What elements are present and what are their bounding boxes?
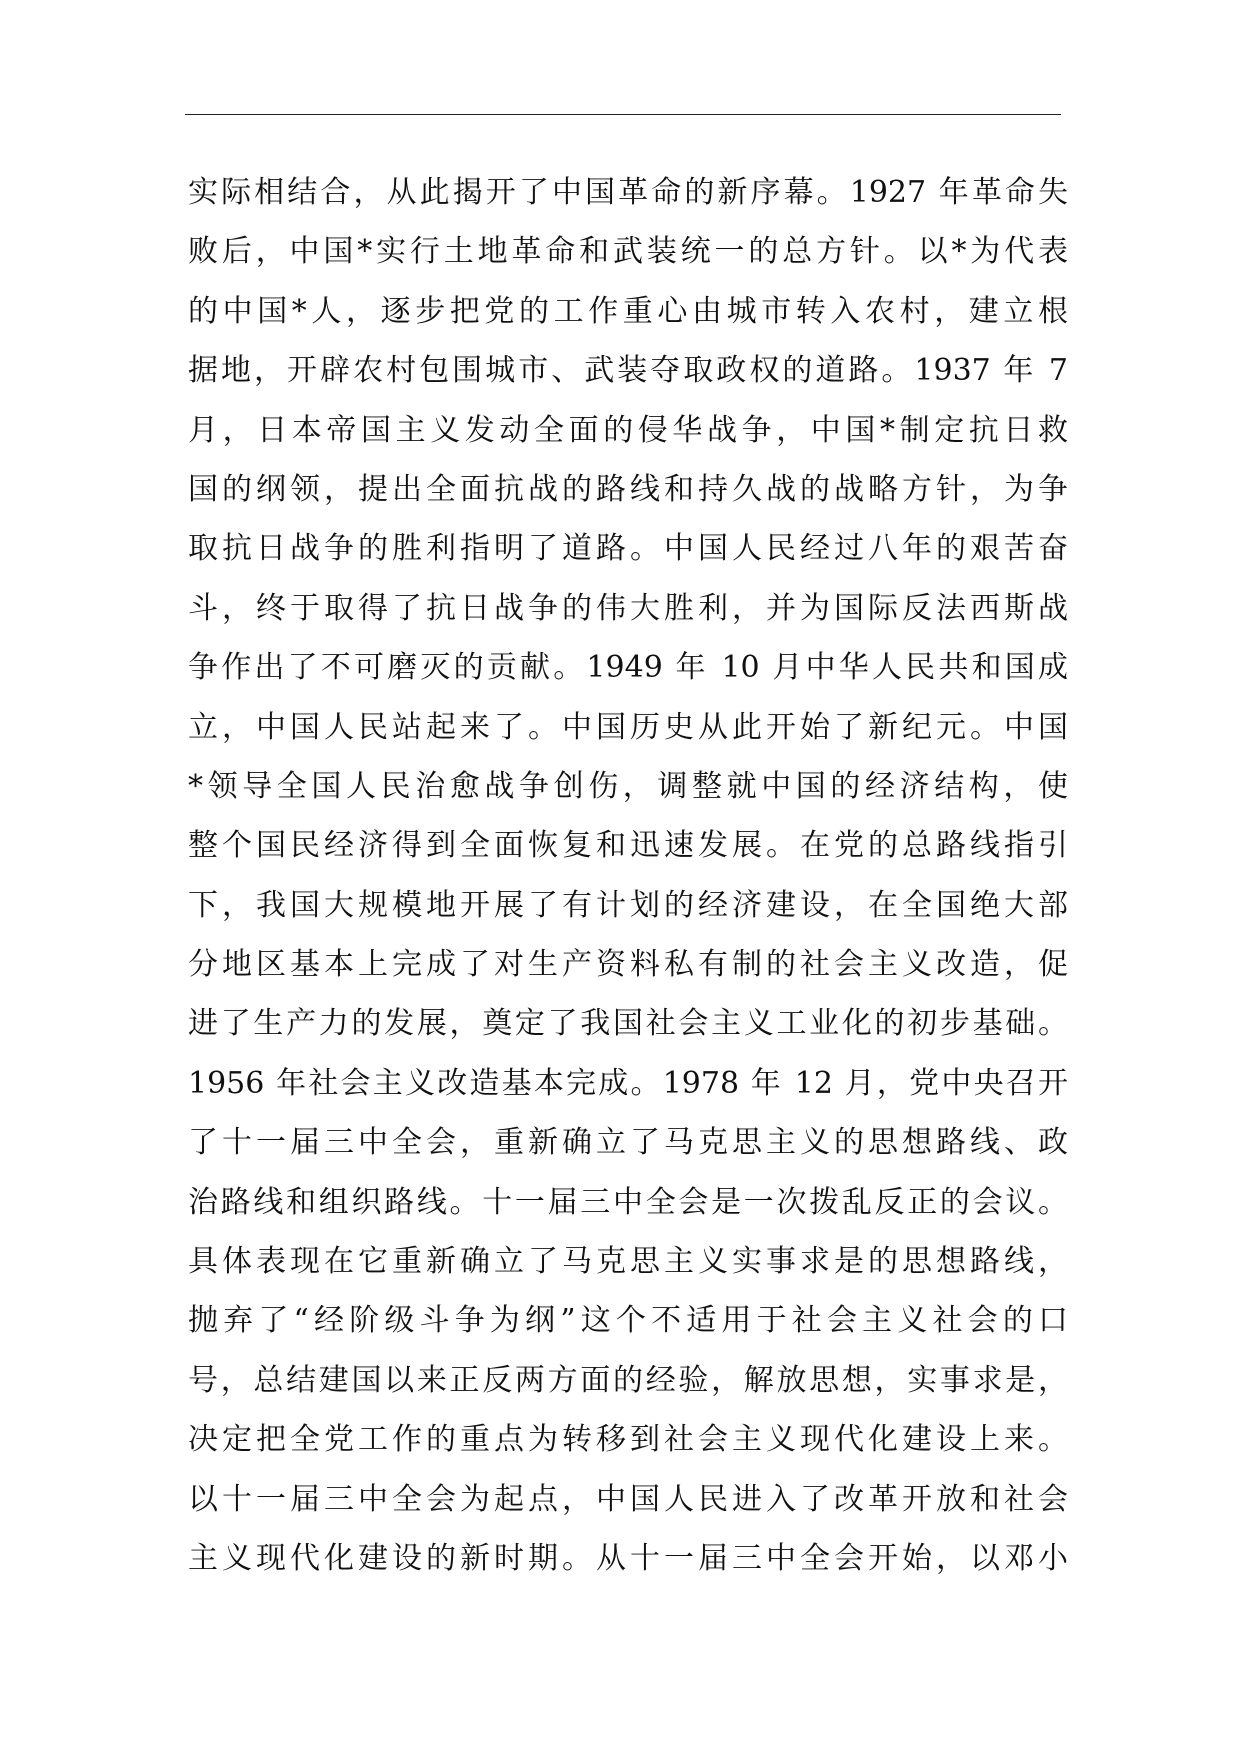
text-line: 抛弃了“经阶级斗争为纲”这个不适用于社会主义社会的口 — [188, 1303, 1068, 1339]
text-line: 月，日本帝国主义发动全面的侵华战争，中国*制定抗日救 — [188, 412, 1068, 448]
text-line: *领导全国人民治愈战争创伤，调整就中国的经济结构，使 — [188, 768, 1068, 804]
text-line: 主义现代化建设的新时期。从十一届三中全会开始，以邓小 — [188, 1540, 1068, 1576]
text-line: 取抗日战争的胜利指明了道路。中国人民经过八年的艰苦奋 — [188, 531, 1068, 567]
text-line: 号，总结建国以来正反两方面的经验，解放思想，实事求是， — [188, 1362, 1068, 1398]
text-line: 整个国民经济得到全面恢复和迅速发展。在党的总路线指引 — [188, 828, 1068, 864]
text-line: 的中国*人，逐步把党的工作重心由城市转入农村，建立根 — [188, 293, 1068, 329]
text-line: 分地区基本上完成了对生产资料私有制的社会主义改造，促 — [188, 947, 1068, 983]
text-line: 具体表现在它重新确立了马克思主义实事求是的思想路线， — [188, 1244, 1068, 1280]
text-line: 立，中国人民站起来了。中国历史从此开始了新纪元。中国 — [188, 709, 1068, 745]
text-line: 决定把全党工作的重点为转移到社会主义现代化建设上来。 — [188, 1422, 1068, 1458]
text-line: 治路线和组织路线。十一届三中全会是一次拨乱反正的会议。 — [188, 1184, 1068, 1220]
text-line: 据地，开辟农村包围城市、武装夺取政权的道路。1937 年 7 — [188, 353, 1068, 389]
text-line: 实际相结合，从此揭开了中国革命的新序幕。1927 年革命失 — [188, 175, 1068, 210]
text-line: 国的纲领，提出全面抗战的路线和持久战的战略方针，为争 — [188, 471, 1068, 507]
text-line: 争作出了不可磨灭的贡献。1949 年 10 月中华人民共和国成 — [188, 650, 1068, 686]
text-line: 以十一届三中全会为起点，中国人民进入了改革开放和社会 — [188, 1481, 1068, 1517]
text-line: 败后，中国*实行土地革命和武装统一的总方针。以*为代表 — [188, 234, 1068, 270]
text-line: 进了生产力的发展，奠定了我国社会主义工业化的初步基础。 — [188, 1006, 1068, 1042]
header-rule — [185, 114, 1061, 115]
body-paragraph — [188, 163, 1068, 1588]
text-line: 斗，终于取得了抗日战争的伟大胜利，并为国际反法西斯战 — [188, 590, 1068, 626]
text-line: 1956 年社会主义改造基本完成。1978 年 12 月，党中央召开 — [188, 1065, 1068, 1101]
text-line: 了十一届三中全会，重新确立了马克思主义的思想路线、政 — [188, 1125, 1068, 1161]
text-line: 下，我国大规模地开展了有计划的经济建设，在全国绝大部 — [188, 887, 1068, 923]
